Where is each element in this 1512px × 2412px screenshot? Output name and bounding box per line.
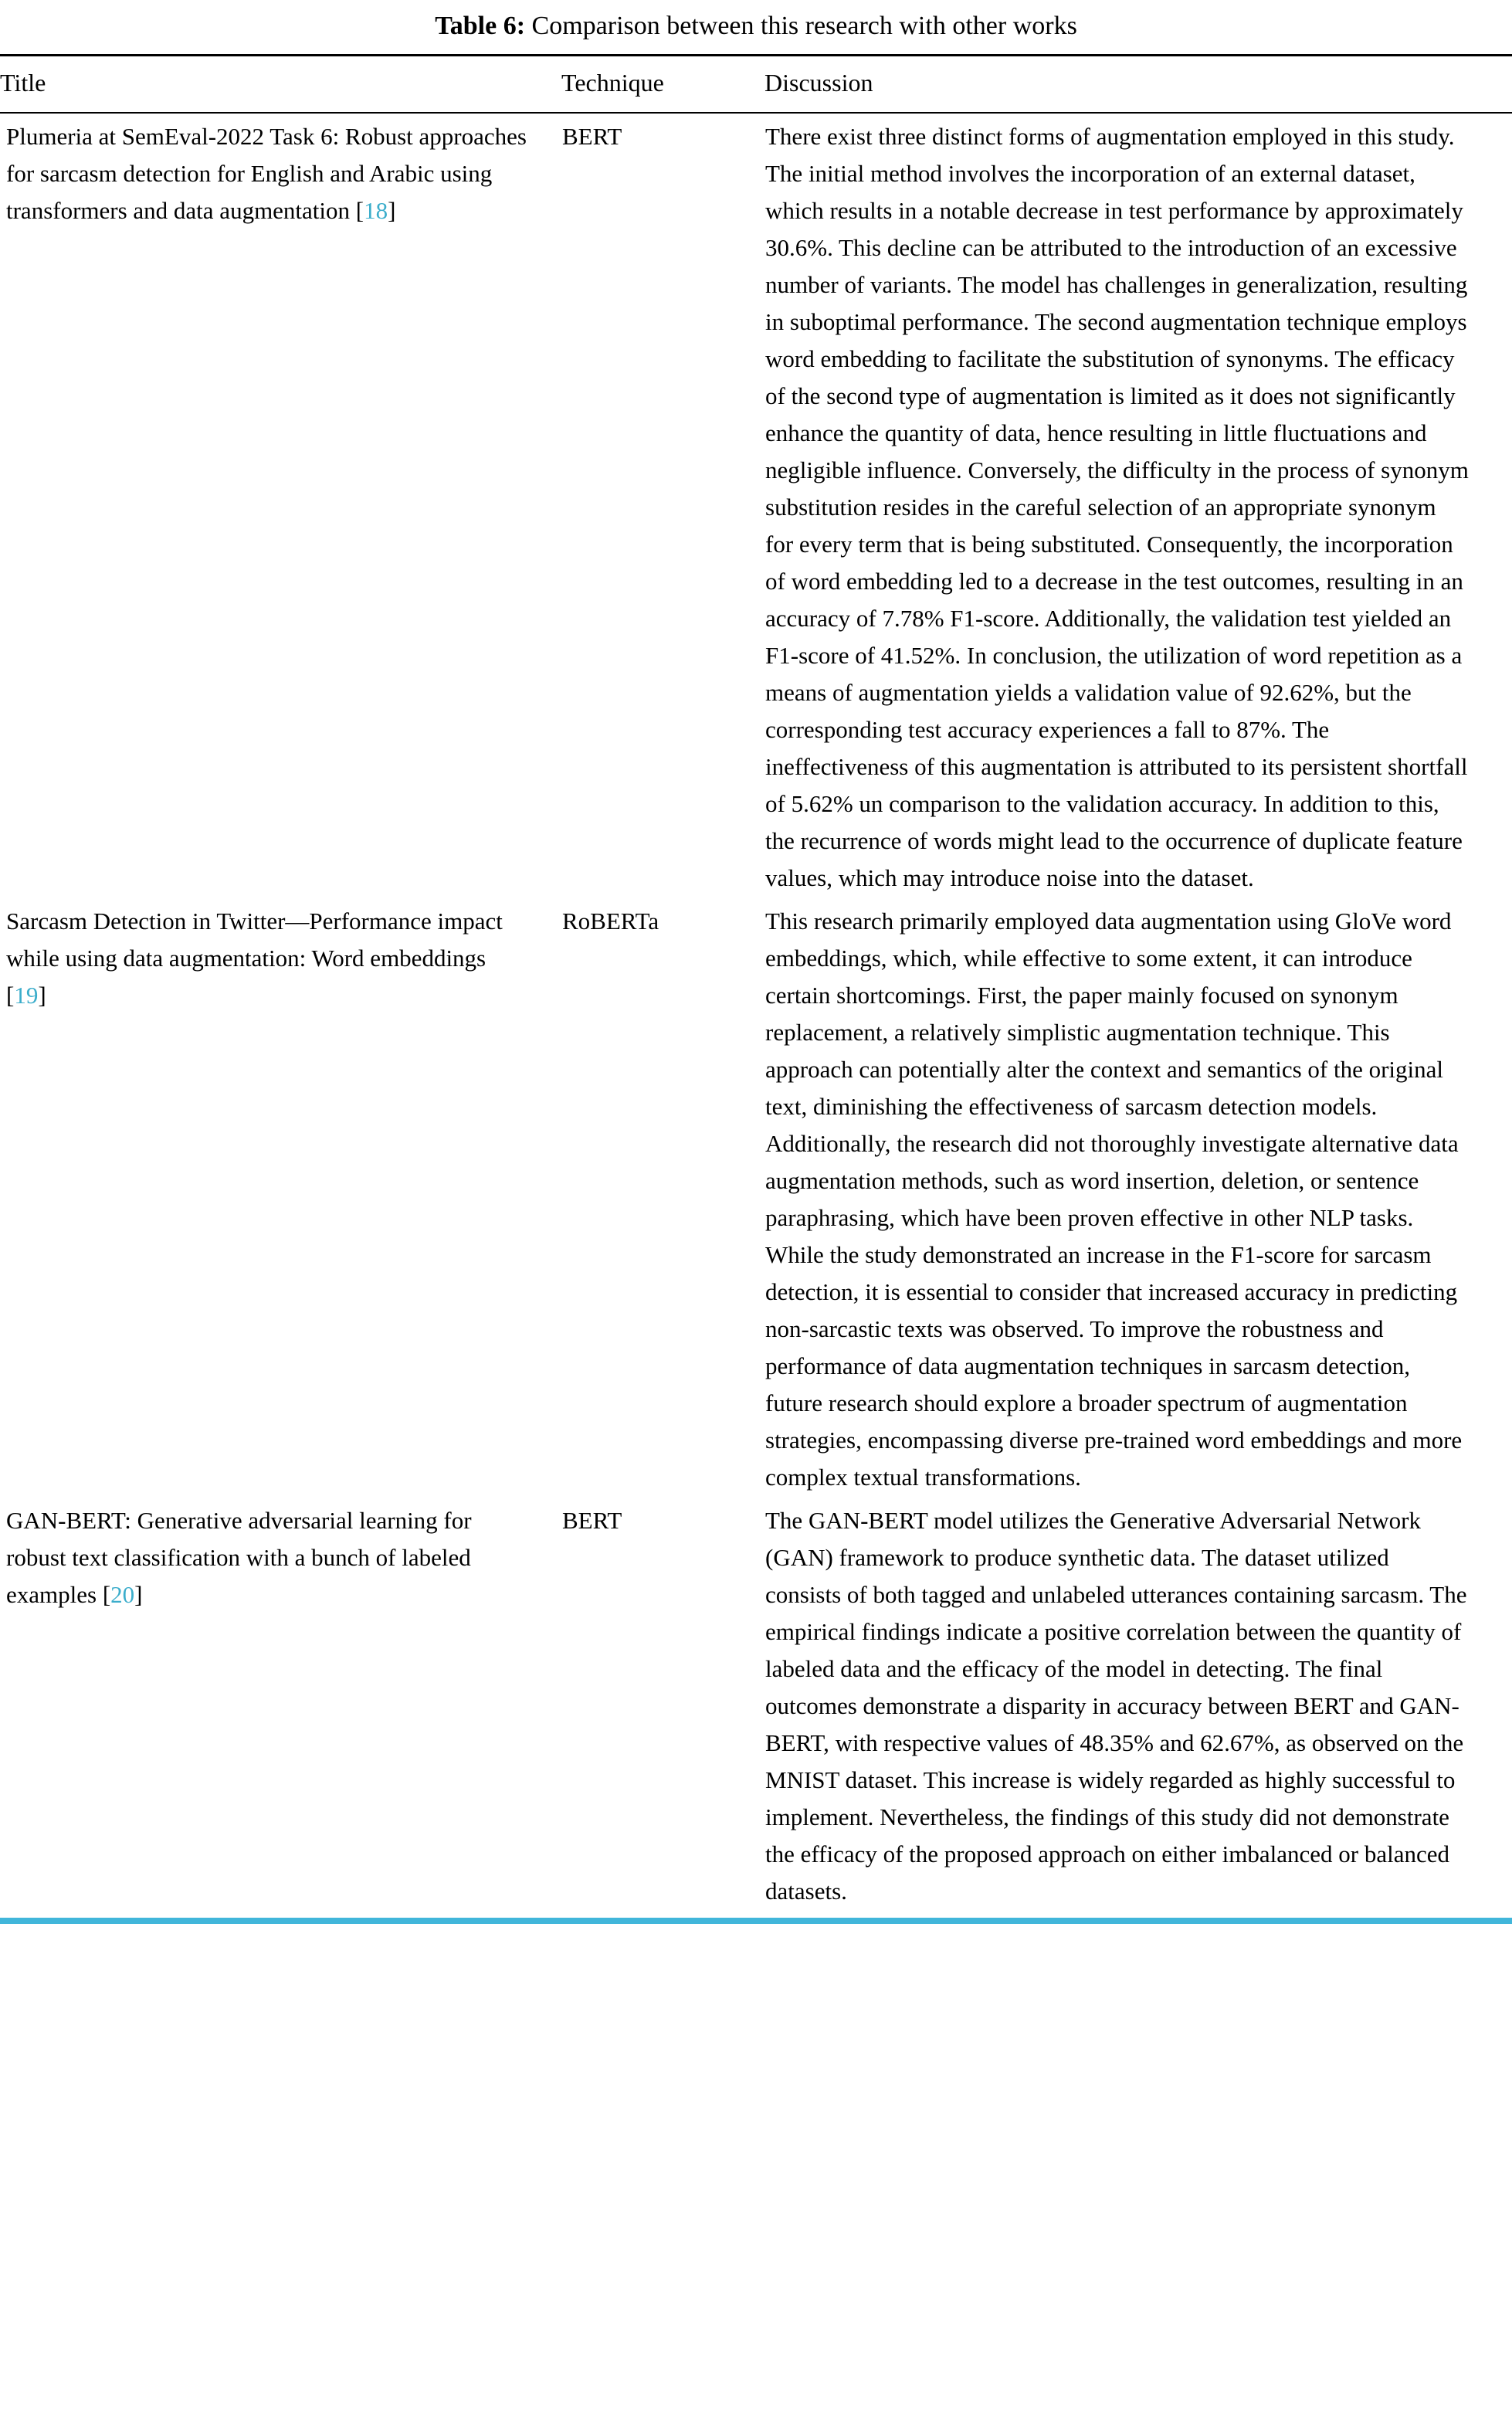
technique-cell	[561, 898, 764, 1498]
citation-link[interactable]: 20	[110, 1581, 135, 1608]
technique-label: BERT	[562, 123, 622, 150]
citation-bracket-open: [	[355, 197, 364, 224]
table-row	[0, 1498, 1512, 1912]
comparison-table	[0, 54, 1512, 1912]
citation-bracket-open: [	[102, 1581, 111, 1608]
table-row	[0, 113, 1512, 898]
discussion-cell	[764, 898, 1512, 1498]
header-technique: Technique	[561, 69, 664, 97]
table-caption-label: Table 6:	[435, 12, 526, 40]
title-cell	[0, 898, 561, 1498]
header-discussion: Discussion	[764, 69, 873, 97]
discussion-cell	[764, 1498, 1512, 1912]
citation-bracket-open: [	[6, 982, 15, 1009]
paper-title-text: Sarcasm Detection in Twitter—Performance impact while using data augmentation: Word embeddings	[6, 907, 503, 972]
table-caption	[0, 11, 1512, 42]
citation-bracket-close: ]	[134, 1581, 143, 1608]
table-caption-text: Comparison between this research with other works	[531, 12, 1077, 40]
technique-label: RoBERTa	[562, 907, 659, 935]
citation-link[interactable]: 19	[14, 982, 39, 1009]
title-cell	[0, 113, 561, 898]
header-title: Title	[0, 69, 46, 97]
table-bottom-rule	[0, 1918, 1512, 1924]
discussion-text: The GAN-BERT model utilizes the Generative Adversarial Network (GAN) framework to produce synthetic data. The dataset utilized consists of both tagged and unlabeled utterances containing sarcasm. The empirical findings indicate a positive correlation between the quantity of labeled data and the efficacy of the model in detecting. The final outcomes demonstrate a disparity in accuracy between BERT and GAN-BERT, with respective values of 48.35% and 62.67%, as observed on the MNIST dataset. This increase is widely regarded as highly successful to implement. Nevertheless, the findings of this study did not demonstrate the efficacy of the proposed approach on either imbalanced or balanced datasets.	[765, 1507, 1467, 1905]
title-cell	[0, 1498, 561, 1912]
technique-cell	[561, 113, 764, 898]
citation-bracket-close: ]	[38, 982, 46, 1009]
discussion-text: There exist three distinct forms of augmentation employed in this study. The initial method involves the incorporation of an external dataset, which results in a notable decrease in test performance by approximately 30.6%. This decline can be attributed to the introduction of an excessive number of variants. The model has challenges in generalization, resulting in suboptimal performance. The second augmentation technique employs word embedding to facilitate the substitution of synonyms. The efficacy of the second type of augmentation is limited as it does not significantly enhance the quantity of data, hence resulting in little fluctuations and negligible influence. Conversely, the difficulty in the process of synonym substitution resides in the careful selection of an appropriate synonym for every term that is being substituted. Consequently, the incorporation of word embedding led to a decrease in the test outcomes, resulting in an accuracy of 7.78% F1-score. Additionally, the validation test yielded an F1-score of 41.52%. In conclusion, the utilization of word repetition as a means of augmentation yields a validation value of 92.62%, but the corresponding test accuracy experiences a fall to 87%. The ineffectiveness of this augmentation is attributed to its persistent shortfall of 5.62% un comparison to the validation accuracy. In addition to this, the recurrence of words might lead to the occurrence of duplicate feature values, which may introduce noise into the dataset.	[765, 123, 1469, 891]
technique-label: BERT	[562, 1507, 622, 1534]
technique-cell	[561, 1498, 764, 1912]
paper-title-text: GAN-BERT: Generative adversarial learning for robust text classification with a bunch of labeled examples	[6, 1507, 472, 1608]
table-header	[0, 56, 1512, 114]
discussion-text: This research primarily employed data augmentation using GloVe word embeddings, which, while effective to some extent, it can introduce certain shortcomings. First, the paper mainly focused on synonym replacement, a relatively simplistic augmentation technique. This approach can potentially alter the context and semantics of the original text, diminishing the effectiveness of sarcasm detection models. Additionally, the research did not thoroughly investigate alternative data augmentation methods, such as word insertion, deletion, or sentence paraphrasing, which have been proven effective in other NLP tasks. While the study demonstrated an increase in the F1-score for sarcasm detection, it is essential to consider that increased accuracy in predicting non-sarcastic texts was observed. To improve the robustness and performance of data augmentation techniques in sarcasm detection, future research should explore a broader spectrum of augmentation strategies, encompassing diverse pre-trained word embeddings and more complex textual transformations.	[765, 907, 1463, 1491]
discussion-cell	[764, 113, 1512, 898]
paper-title-text: Plumeria at SemEval-2022 Task 6: Robust approaches for sarcasm detection for English and Arabic using transformers and data augmentation	[6, 123, 527, 224]
citation-link[interactable]: 18	[364, 197, 388, 224]
citation-bracket-close: ]	[388, 197, 396, 224]
header-row	[0, 56, 1512, 114]
table-row	[0, 898, 1512, 1498]
